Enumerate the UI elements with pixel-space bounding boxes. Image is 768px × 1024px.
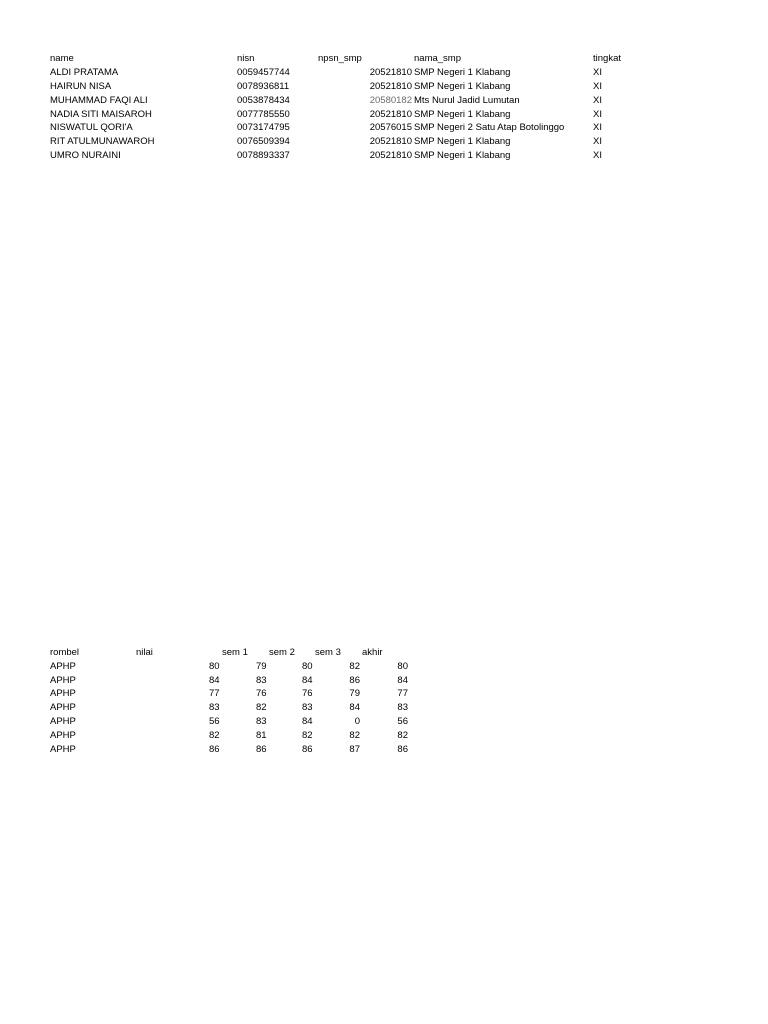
cell-tingkat: XI: [593, 109, 602, 120]
cell-sem-1: 83: [256, 716, 267, 727]
cell-npsn-smp: 20521810: [369, 67, 412, 78]
cell-nama-smp: Mts Nurul Jadid Lumutan: [414, 95, 520, 106]
cell-sem-2: 82: [302, 730, 313, 741]
header-tingkat: tingkat: [593, 53, 621, 64]
cell-tingkat: XI: [593, 150, 602, 161]
cell-tingkat: XI: [593, 136, 602, 147]
cell-sem-3: 82: [349, 730, 360, 741]
cell-nisn: 0053878434: [237, 95, 290, 106]
cell-sem-3: 0: [354, 716, 360, 727]
cell-akhir: 82: [397, 730, 408, 741]
cell-tingkat: XI: [593, 95, 602, 106]
cell-nisn: 0059457744: [237, 67, 290, 78]
cell-nama-smp: SMP Negeri 1 Klabang: [414, 136, 511, 147]
cell-name: UMRO NURAINI: [50, 150, 121, 161]
table-row: [0, 729, 768, 742]
cell-sem-3: 82: [349, 661, 360, 672]
header-sem-1: sem 1: [222, 647, 248, 658]
cell-nilai: 56: [209, 716, 220, 727]
header-nilai: nilai: [136, 647, 153, 658]
cell-nisn: 0076509394: [237, 136, 290, 147]
cell-nama-smp: SMP Negeri 1 Klabang: [414, 150, 511, 161]
cell-sem-1: 76: [256, 688, 267, 699]
header-akhir: akhir: [362, 647, 383, 658]
table-row: [0, 743, 768, 756]
header-npsn-smp: npsn_smp: [318, 53, 362, 64]
table-row: [0, 715, 768, 728]
table-row: [0, 94, 768, 107]
cell-tingkat: XI: [593, 81, 602, 92]
table-row: [0, 135, 768, 148]
cell-sem-2: 80: [302, 661, 313, 672]
cell-npsn-smp: 20521810: [369, 150, 412, 161]
cell-akhir: 86: [397, 744, 408, 755]
cell-npsn-smp: 20580182: [369, 95, 412, 106]
cell-nisn: 0078893337: [237, 150, 290, 161]
cell-nilai: 80: [209, 661, 220, 672]
cell-name: HAIRUN NISA: [50, 81, 112, 92]
cell-npsn-smp: 20521810: [369, 81, 412, 92]
table-row: [0, 108, 768, 121]
cell-nilai: 77: [209, 688, 220, 699]
table-row: [0, 121, 768, 134]
grade-table-header: [0, 646, 768, 659]
cell-rombel: APHP: [50, 675, 76, 686]
table-row: [0, 674, 768, 687]
table-row: [0, 660, 768, 673]
header-nama-smp: nama_smp: [414, 53, 461, 64]
student-table-header: [0, 52, 768, 65]
cell-npsn-smp: 20521810: [369, 136, 412, 147]
cell-sem-3: 84: [349, 702, 360, 713]
cell-sem-3: 86: [349, 675, 360, 686]
header-name: name: [50, 53, 74, 64]
cell-akhir: 83: [397, 702, 408, 713]
table-row: [0, 701, 768, 714]
cell-tingkat: XI: [593, 122, 602, 133]
cell-nisn: 0078936811: [237, 81, 290, 92]
cell-npsn-smp: 20521810: [369, 109, 412, 120]
table-row: [0, 149, 768, 162]
cell-sem-1: 86: [256, 744, 267, 755]
cell-nama-smp: SMP Negeri 1 Klabang: [414, 67, 511, 78]
cell-sem-2: 86: [302, 744, 313, 755]
cell-name: RIT ATULMUNAWAROH: [50, 136, 155, 147]
cell-tingkat: XI: [593, 67, 602, 78]
table-row: [0, 66, 768, 79]
cell-nilai: 83: [209, 702, 220, 713]
cell-nama-smp: SMP Negeri 1 Klabang: [414, 109, 511, 120]
cell-sem-2: 83: [302, 702, 313, 713]
cell-name: MUHAMMAD FAQI ALI: [50, 95, 148, 106]
cell-sem-1: 79: [256, 661, 267, 672]
cell-akhir: 56: [397, 716, 408, 727]
cell-sem-1: 82: [256, 702, 267, 713]
cell-nama-smp: SMP Negeri 1 Klabang: [414, 81, 511, 92]
header-sem-3: sem 3: [315, 647, 341, 658]
cell-sem-2: 84: [302, 716, 313, 727]
cell-sem-1: 81: [256, 730, 267, 741]
cell-rombel: APHP: [50, 688, 76, 699]
cell-akhir: 80: [397, 661, 408, 672]
cell-rombel: APHP: [50, 716, 76, 727]
cell-sem-2: 84: [302, 675, 313, 686]
cell-rombel: APHP: [50, 744, 76, 755]
table-row: [0, 687, 768, 700]
header-nisn: nisn: [237, 53, 255, 64]
cell-npsn-smp: 20576015: [369, 122, 412, 133]
header-sem-2: sem 2: [269, 647, 295, 658]
cell-nilai: 86: [209, 744, 220, 755]
table-row: [0, 80, 768, 93]
cell-akhir: 84: [397, 675, 408, 686]
cell-sem-3: 87: [349, 744, 360, 755]
cell-rombel: APHP: [50, 702, 76, 713]
header-rombel: rombel: [50, 647, 80, 658]
cell-nisn: 0077785550: [237, 109, 290, 120]
cell-nama-smp: SMP Negeri 2 Satu Atap Botolinggo: [414, 122, 565, 133]
cell-akhir: 77: [397, 688, 408, 699]
cell-name: NISWATUL QORI'A: [50, 122, 133, 133]
cell-sem-2: 76: [302, 688, 313, 699]
cell-rombel: APHP: [50, 661, 76, 672]
cell-nilai: 82: [209, 730, 220, 741]
cell-nilai: 84: [209, 675, 220, 686]
cell-name: ALDI PRATAMA: [50, 67, 119, 78]
cell-name: NADIA SITI MAISAROH: [50, 109, 152, 120]
cell-nisn: 0073174795: [237, 122, 290, 133]
cell-sem-3: 79: [349, 688, 360, 699]
cell-rombel: APHP: [50, 730, 76, 741]
cell-sem-1: 83: [256, 675, 267, 686]
